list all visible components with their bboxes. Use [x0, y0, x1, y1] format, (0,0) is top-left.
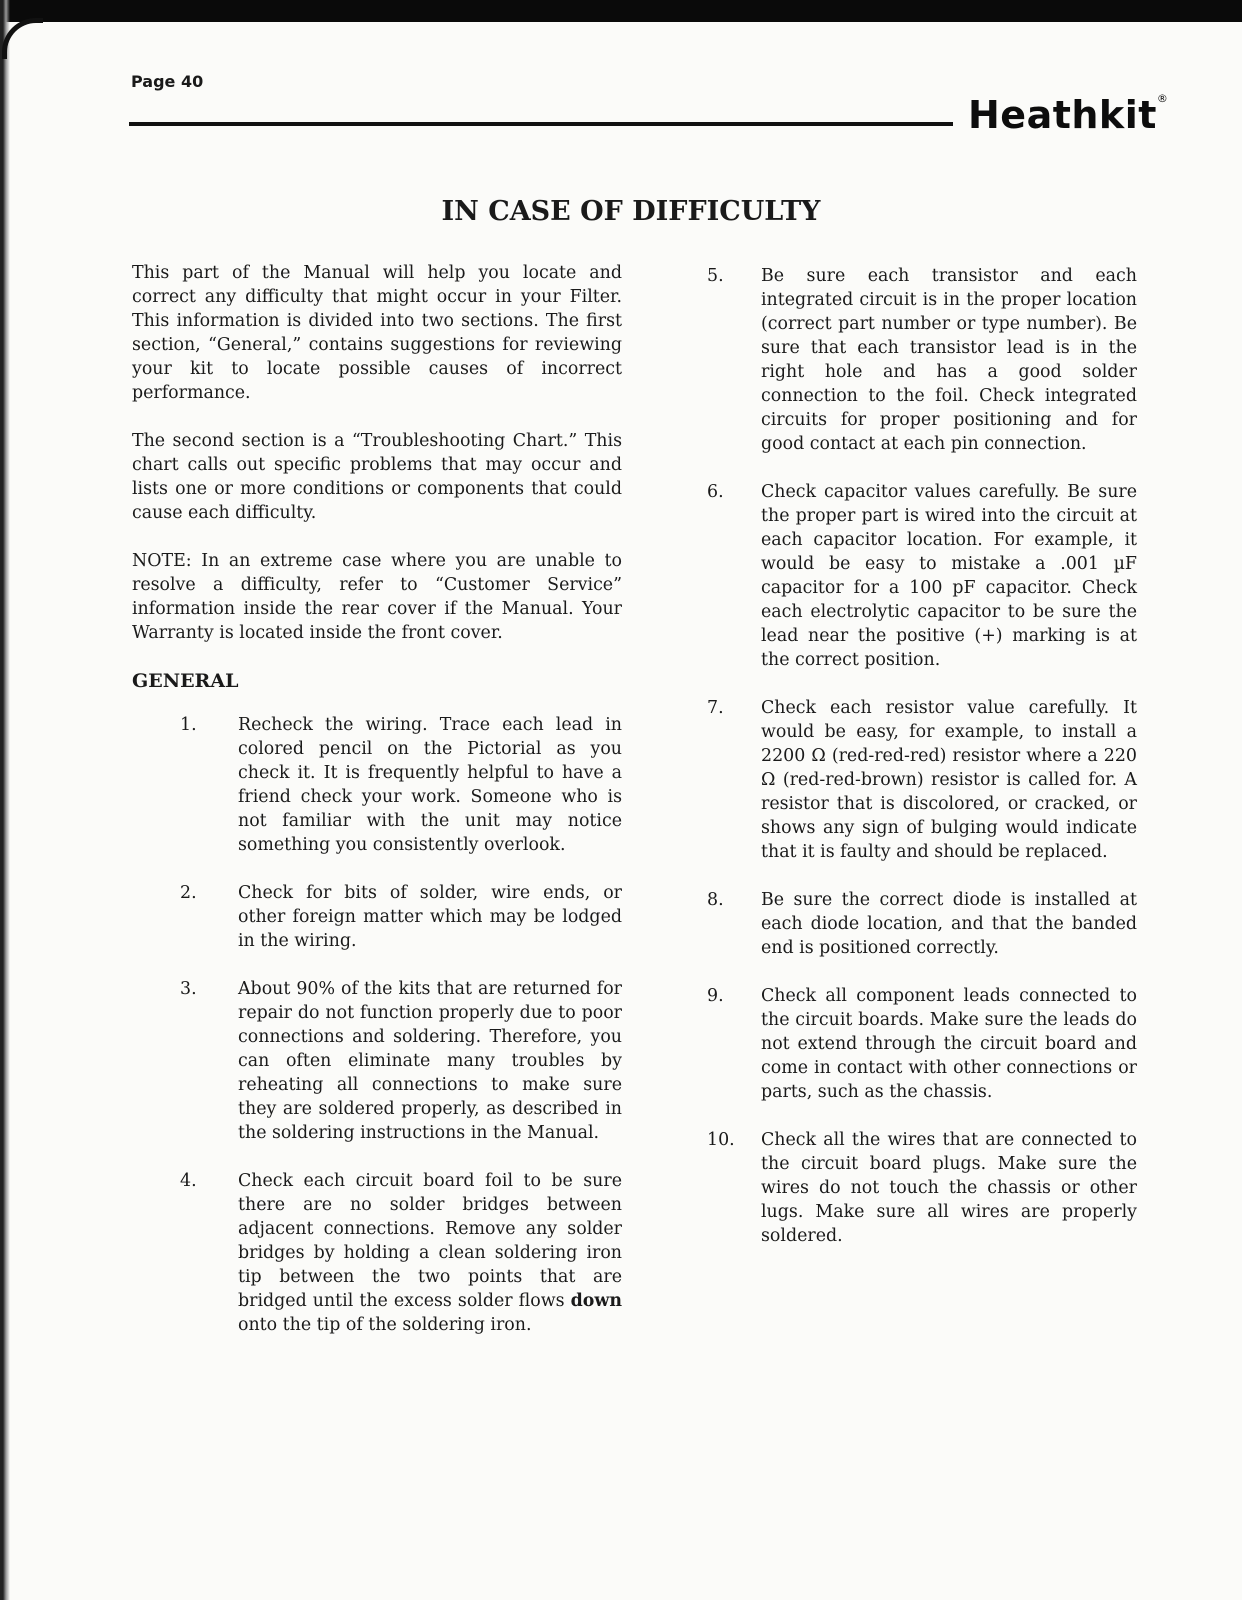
right-column [707, 264, 1137, 1272]
item-number: 2. [180, 883, 197, 903]
item-number: 10. [707, 1130, 735, 1150]
item-text: Recheck the wiring. Trace each lead in colored pencil on the Pictorial as you check it. It is frequently helpful to have a friend check your work. Someone who is not familiar with the unit may notice something you consistently overlook. [238, 715, 622, 855]
general-list-continued [707, 264, 1137, 1248]
section-heading-general: GENERAL [132, 670, 239, 692]
item-number: 8. [707, 890, 724, 910]
intro-paragraph: The second section is a “Troubleshooting Chart.” This chart calls out specific problems that may occur and lists one or more conditions or components that could cause each difficulty. [132, 431, 622, 523]
item-text: Check for bits of solder, wire ends, or other foreign matter which may be lodged in the wiring. [238, 883, 622, 951]
item-text: About 90% of the kits that are returned for repair do not function properly due to poor connections and soldering. Therefore, you can often eliminate many troubles by reheating all connections to make sure they are soldered properly, as described in the soldering instructions in the Manual. [238, 979, 622, 1143]
item-number: 7. [707, 698, 724, 718]
item-text: Be sure each transistor and each integrated circuit is in the proper location (correct part number or type number). Be sure that each transistor lead is in the right hole and has a good solder connection to the foil. Check integrated circuits for proper positioning and for good contact at each pin connection. [761, 266, 1137, 454]
list-item [180, 1169, 622, 1337]
list-item [707, 984, 1137, 1104]
page-number: Page 40 [131, 72, 204, 91]
item-number: 4. [180, 1171, 197, 1191]
brand-logo [968, 92, 1168, 137]
list-item [180, 977, 622, 1145]
item-text: Check all the wires that are connected to the circuit board plugs. Make sure the wires do not touch the chassis or other lugs. Make sure all wires are properly soldered. [761, 1130, 1137, 1246]
item-number: 3. [180, 979, 197, 999]
item-text: Be sure the correct diode is installed at each diode location, and that the banded end is positioned correctly. [761, 890, 1137, 958]
item-text: Check each circuit board foil to be sure there are no solder bridges between adjacent connections. Remove any solder bridges by holding a clean soldering iron tip between the two points that are bridged until the excess solder flows [238, 1171, 622, 1311]
list-item [707, 696, 1137, 864]
item-number: 1. [180, 715, 197, 735]
item-text: Check all component leads connected to the circuit boards. Make sure the leads do not extend through the circuit board and come in contact with other connections or parts, such as the chassis. [761, 986, 1137, 1102]
emphasis-text: down [570, 1291, 622, 1311]
general-list [180, 713, 622, 1337]
item-number: 9. [707, 986, 724, 1006]
list-item [180, 881, 622, 953]
list-item [707, 480, 1137, 672]
scan-left-edge [0, 0, 10, 1600]
header-rule [129, 122, 953, 126]
note-paragraph: NOTE: In an extreme case where you are unable to resolve a difficulty, refer to “Customer Service” information inside the rear cover if the Manual. Your Warranty is located inside the front cover. [132, 551, 622, 643]
list-item [707, 264, 1137, 456]
item-text: Check each resistor value carefully. It would be easy, for example, to install a 2200 Ω (red-red-red) resistor where a 220 Ω (red-red-brown) resistor is called for. A resistor that is discolored, or cracked, or shows any sign of bulging would indicate that it is faulty and should be replaced. [761, 698, 1137, 862]
item-number: 6. [707, 482, 724, 502]
list-item [707, 1128, 1137, 1248]
scan-top-border [0, 0, 1242, 22]
brand-name: Heathkit [968, 93, 1157, 137]
left-column [132, 261, 622, 1361]
item-text: Check capacitor values carefully. Be sure the proper part is wired into the circuit at each capacitor location. For example, it would be easy to mistake a .001 µF capacitor for a 100 pF capacitor. Check each electrolytic capacitor to be sure the lead near the positive (+) marking is at the correct position. [761, 482, 1137, 670]
registered-mark: ® [1156, 92, 1169, 105]
page-title: IN CASE OF DIFFICULTY [441, 196, 821, 227]
list-item [180, 713, 622, 857]
list-item [707, 888, 1137, 960]
item-text-end: onto the tip of the soldering iron. [238, 1315, 532, 1335]
intro-paragraph: This part of the Manual will help you locate and correct any difficulty that might occur in your Filter. This information is divided into two sections. The first section, “General,” contains suggestions for reviewing your kit to locate possible causes of incorrect performance. [132, 263, 622, 403]
item-number: 5. [707, 266, 724, 286]
